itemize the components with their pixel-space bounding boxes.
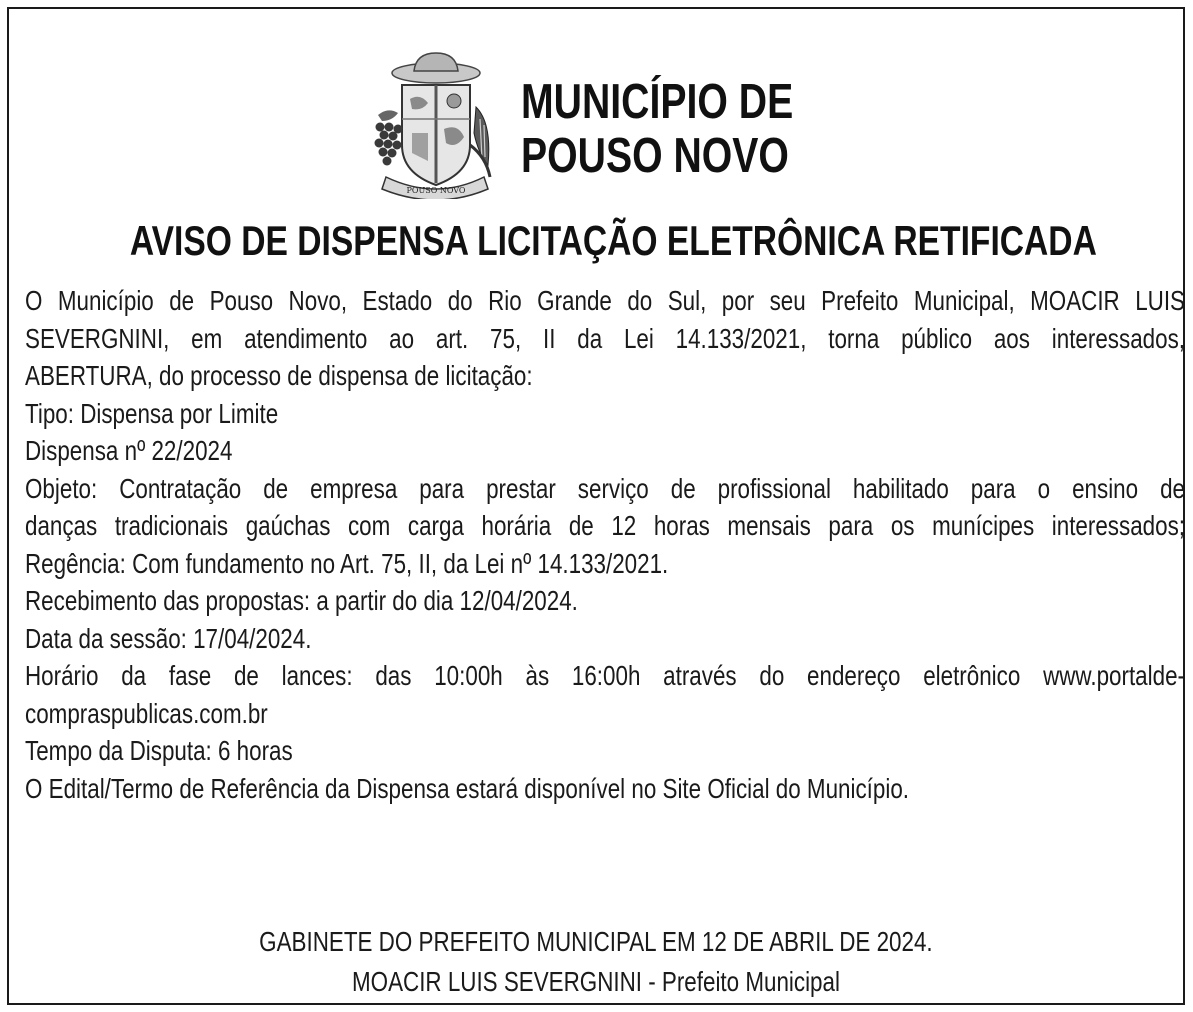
body-line [25,620,1185,658]
body-line-text: Dispensa nº 22/2024 [25,435,233,466]
signature-line-1 [9,922,1183,962]
body-line-text: Horário da fase de lances: das 10:00h às 16:00h através do endereço eletrônico www.portalde- [25,660,1185,691]
body-line-text: Tipo: Dispensa por Limite [25,397,279,429]
header [364,49,844,199]
body-line-text: danças tradicionais gaúchas com carga horária de 12 horas mensais para os munícipes interessados; [25,510,1185,541]
municipality-line-2: POUSO NOVO [521,129,789,183]
body-line [25,770,1185,808]
body-line [25,357,1185,395]
body-line [25,582,1185,620]
body-line-text: O Município de Pouso Novo, Estado do Rio Grande do Sul, por seu Prefeito Municipal, MOACIR LUIS [25,285,1185,316]
body-line-text: Data da sessão: 17/04/2024. [25,622,312,654]
body-line [25,282,1185,320]
body-line-text: SEVERGNINI, em atendimento ao art. 75, II da Lei 14.133/2021, torna público aos interessados, [25,322,1185,354]
municipality-name [521,75,793,183]
body-line-text: Recebimento das propostas: a partir do dia 12/04/2024. [25,585,578,616]
body-line [25,320,1185,358]
notice-frame [7,7,1185,1005]
municipal-coat-of-arms-icon [364,49,504,199]
body-line [25,507,1185,545]
body-line [25,395,1185,433]
body-line [25,545,1185,583]
body-line [25,432,1185,470]
body-line-text: Regência: Com fundamento no Art. 75, II, da Lei nº 14.133/2021. [25,547,669,579]
body-line-text: O Edital/Termo de Referência da Dispensa estará disponível no Site Oficial do Município. [25,772,910,804]
crest-ribbon-text: POUSO NOVO [406,186,466,195]
signature-line-2-text: MOACIR LUIS SEVERGNINI - Prefeito Municipal [352,966,840,997]
signature-block [9,922,1183,1002]
body-line-text: Objeto: Contratação de empresa para prestar serviço de profissional habilitado para o ensino de [25,472,1185,504]
body-line-text: Tempo da Disputa: 6 horas [25,735,293,766]
body-line [25,470,1185,508]
body-line [25,732,1185,770]
body-line [25,695,1185,733]
body-line [25,657,1185,695]
municipality-line-1: MUNICÍPIO DE [521,75,794,129]
body-line-text: ABERTURA, do processo de dispensa de licitação: [25,360,533,391]
signature-line-1-text: GABINETE DO PREFEITO MUNICIPAL EM 12 DE ABRIL DE 2024. [259,926,933,957]
body-line-text: compraspublicas.com.br [25,697,268,729]
signature-line-2 [9,962,1183,1002]
notice-title [9,216,1183,266]
notice-title-text: AVISO DE DISPENSA LICITAÇÃO ELETRÔNICA RETIFICADA [129,217,1097,264]
notice-body [25,282,1185,807]
